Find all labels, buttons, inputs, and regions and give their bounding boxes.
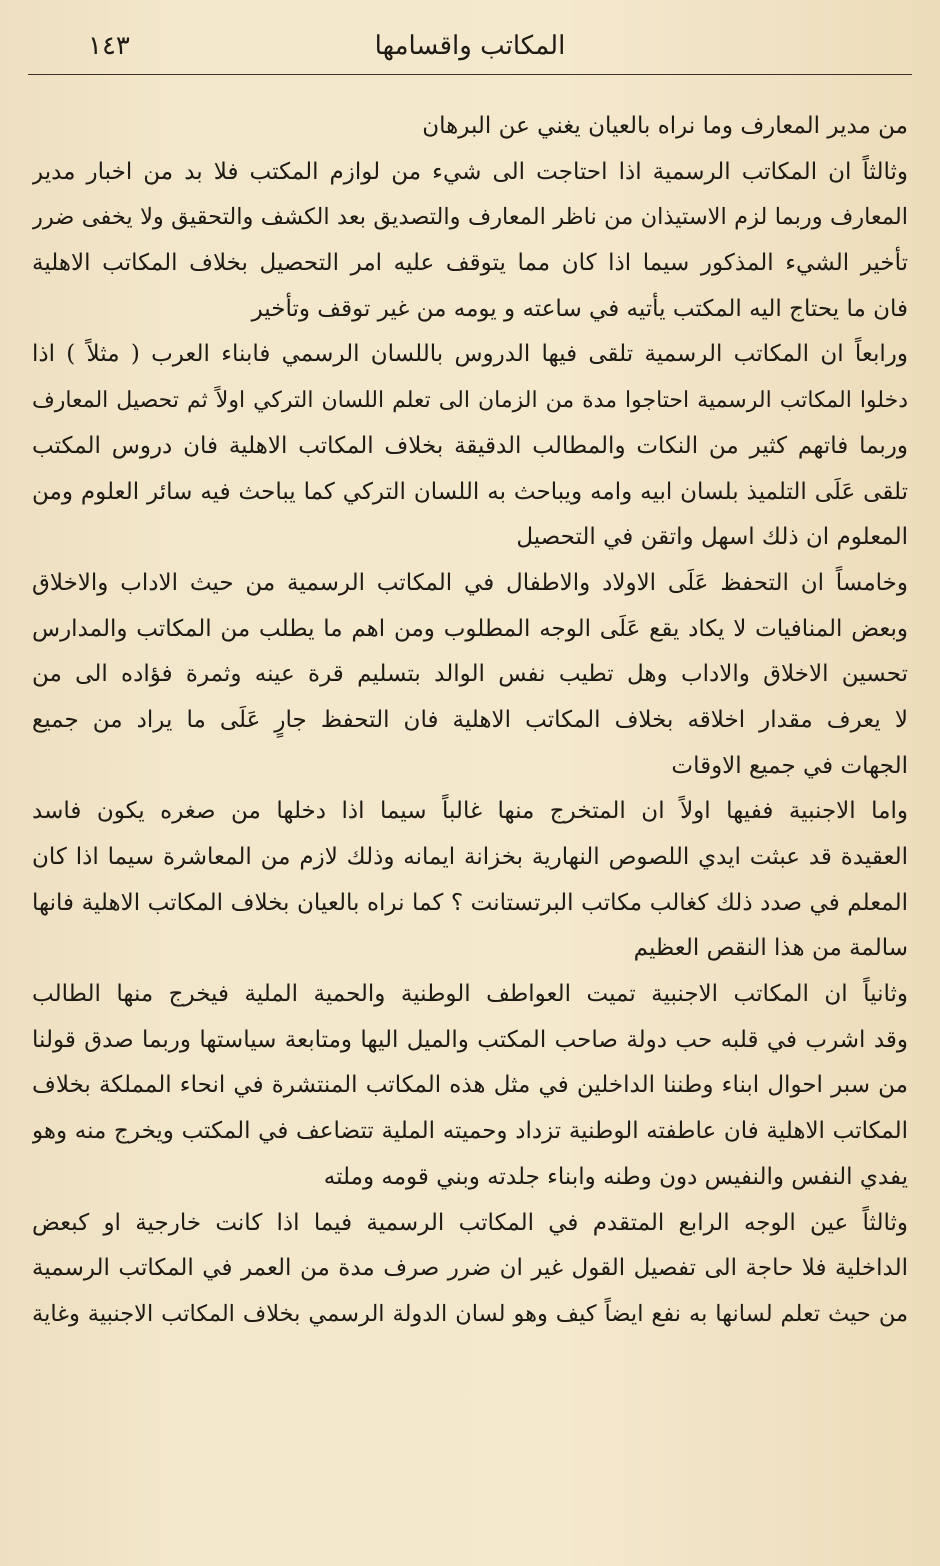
page-number: ١٤٣ — [88, 31, 130, 61]
text-line: يفدي النفس والنفيس دون وطنه وابناء جلدته وبني قومه وملته — [323, 1163, 908, 1190]
header-rule — [28, 74, 912, 75]
text-line: وقد اشرب في قلبه حب دولة صاحب المكتب والميل اليها ومتابعة سياستها وربما صدق قولنا — [32, 1026, 908, 1053]
text-line: المكاتب الاهلية فان عاطفته الوطنية تزداد وحميته الملية تتضاعف في المكتب ويخرج منه وهو — [32, 1118, 908, 1145]
text-line: وثالثاً ان المكاتب الرسمية اذا احتاجت الى شيء من لوازم المكتب فلا بد من اخبار مدير — [32, 158, 908, 185]
text-line: الداخلية فلا حاجة الى تفصيل القول غير ان ضرر صرف مدة من العمر في المكاتب الرسمية — [32, 1255, 908, 1282]
text-line: المعلوم ان ذلك اسهل واتقن في التحصيل — [516, 524, 908, 551]
text-line: وبعض المنافيات لا يكاد يقع عَلَى الوجه المطلوب ومن اهم ما يطلب من المكاتب والمدارس — [32, 615, 908, 642]
text-line: تحسين الاخلاق والاداب وهل تطيب نفس الوالد بتسليم قرة عينه وثمرة فؤاده الى من — [32, 661, 908, 688]
text-line: واما الاجنبية ففيها اولاً ان المتخرج منها غالباً سيما اذا دخلها من صغره يكون فاسد — [32, 798, 908, 825]
text-line: فان ما يحتاج اليه المكتب يأتيه في ساعته و يومه من غير توقف وتأخير — [251, 295, 908, 322]
text-line: لا يعرف مقدار اخلاقه بخلاف المكاتب الاهلية فان التحفظ جارٍ عَلَى ما يراد من جميع — [32, 706, 908, 733]
text-line: الجهات في جميع الاوقات — [671, 752, 908, 779]
text-line: دخلوا المكاتب الرسمية احتاجوا مدة من الزمان الى تعلم اللسان التركي اولاً ثم تحصيل المعارف — [32, 388, 908, 414]
text-line: وربما فاتهم كثير من النكات والمطالب الدقيقة بخلاف المكاتب الاهلية فان دروس المكتب — [32, 432, 908, 459]
text-line: وثالثاً عين الوجه الرابع المتقدم في المكاتب الرسمية فيما اذا كانت خارجية او كبعض — [32, 1209, 908, 1236]
text-line: المعلم في صدد ذلك كغالب مكاتب البرتستانت ؟ كما نراه بالعيان بخلاف المكاتب الاهلية فانها — [32, 889, 908, 916]
body-text — [32, 104, 908, 1338]
text-line: تلقى عَلَى التلميذ بلسان ابيه وامه ويباحث به اللسان التركي كما يباحث فيه سائر العلوم ومن — [32, 478, 908, 505]
chapter-title: المكاتب واقسامها — [374, 31, 566, 61]
text-line: من سبر احوال ابناء وطننا الداخلين في مثل هذه المكاتب المنتشرة في انحاء المملكة بخلاف — [32, 1072, 908, 1099]
text-line: سالمة من هذا النقص العظيم — [633, 935, 908, 962]
text-line: وخامساً ان التحفظ عَلَى الاولاد والاطفال في المكاتب الرسمية من حيث الاداب والاخلاق — [32, 569, 908, 596]
text-line: المعارف وربما لزم الاستيذان من ناظر المعارف والتصديق بعد الكشف والتحقيق ولا يخفى ضرر — [32, 204, 908, 231]
text-line: ورابعاً ان المكاتب الرسمية تلقى فيها الدروس باللسان الرسمي فابناء العرب ( مثلاً ) اذا — [32, 341, 908, 368]
text-line: تأخير الشيء المذكور سيما اذا كان مما يتوقف عليه امر التحصيل بخلاف المكاتب الاهلية — [32, 250, 908, 277]
text-line: العقيدة قد عبثت ايدي اللصوص النهارية بخزانة ايمانه وذلك لازم من المعاشرة سيما اذا كان — [32, 844, 908, 870]
running-header — [34, 22, 906, 70]
text-line: وثانياً ان المكاتب الاجنبية تميت العواطف الوطنية والحمية الملية فيخرج منها الطالب — [32, 981, 908, 1008]
text-line: من حيث تعلم لسانها به نفع ايضاً كيف وهو لسان الدولة الرسمي بخلاف المكاتب الاجنبية وغاية — [32, 1300, 908, 1327]
text-line: من مدير المعارف وما نراه بالعيان يغني عن البرهان — [422, 113, 908, 139]
